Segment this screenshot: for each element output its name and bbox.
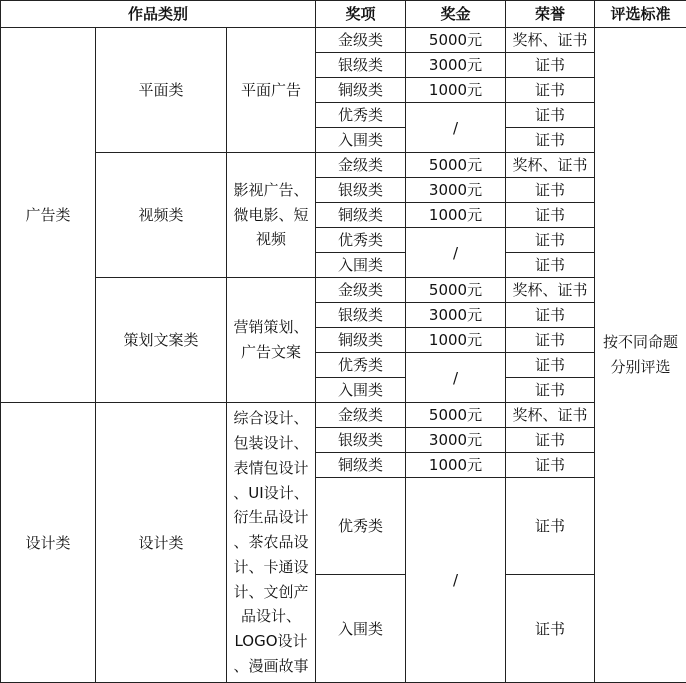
- criteria-cell: 按不同命题 分别评选: [595, 28, 686, 683]
- honor-cell: 证书: [506, 228, 595, 253]
- award-cell: 铜级类: [316, 453, 406, 478]
- honor-cell: 证书: [506, 203, 595, 228]
- sub-flat-label: 平面类: [96, 28, 227, 153]
- table-row: [1, 28, 686, 53]
- honor-cell: 证书: [506, 478, 595, 575]
- prize-cell: /: [406, 103, 506, 153]
- honor-cell: 证书: [506, 103, 595, 128]
- table-row: [1, 153, 686, 178]
- header-prize: 奖金: [406, 1, 506, 28]
- honor-cell: 证书: [506, 253, 595, 278]
- honor-cell: 证书: [506, 378, 595, 403]
- honor-cell: 证书: [506, 575, 595, 683]
- award-cell: 铜级类: [316, 203, 406, 228]
- award-cell: 入围类: [316, 128, 406, 153]
- group-design-label: 设计类: [1, 403, 96, 683]
- prize-cell: 3000元: [406, 428, 506, 453]
- prize-cell: 1000元: [406, 453, 506, 478]
- sub-plan-label: 策划文案类: [96, 278, 227, 403]
- honor-cell: 证书: [506, 53, 595, 78]
- honor-cell: 证书: [506, 353, 595, 378]
- sub-design-label: 设计类: [96, 403, 227, 683]
- honor-cell: 奖杯、证书: [506, 28, 595, 53]
- sub-plan-detail: 营销策划、 广告文案: [227, 278, 316, 403]
- table-row: [1, 403, 686, 428]
- award-cell: 铜级类: [316, 328, 406, 353]
- table-row: [1, 278, 686, 303]
- award-cell: 优秀类: [316, 353, 406, 378]
- award-cell: 优秀类: [316, 228, 406, 253]
- award-cell: 入围类: [316, 378, 406, 403]
- honor-cell: 证书: [506, 453, 595, 478]
- honor-cell: 奖杯、证书: [506, 403, 595, 428]
- award-cell: 银级类: [316, 303, 406, 328]
- prize-cell: /: [406, 228, 506, 278]
- prize-cell: 3000元: [406, 303, 506, 328]
- header-award: 奖项: [316, 1, 406, 28]
- prize-cell: 5000元: [406, 28, 506, 53]
- honor-cell: 证书: [506, 78, 595, 103]
- sub-video-detail: 影视广告、 微电影、短 视频: [227, 153, 316, 278]
- award-cell: 金级类: [316, 153, 406, 178]
- sub-flat-detail: 平面广告: [227, 28, 316, 153]
- award-cell: 优秀类: [316, 103, 406, 128]
- honor-cell: 奖杯、证书: [506, 278, 595, 303]
- award-cell: 银级类: [316, 53, 406, 78]
- prize-cell: 5000元: [406, 278, 506, 303]
- honor-cell: 证书: [506, 328, 595, 353]
- prize-cell: 3000元: [406, 178, 506, 203]
- award-cell: 金级类: [316, 28, 406, 53]
- honor-cell: 证书: [506, 303, 595, 328]
- honor-cell: 证书: [506, 128, 595, 153]
- award-cell: 入围类: [316, 253, 406, 278]
- prize-cell: /: [406, 353, 506, 403]
- header-row: [1, 1, 686, 28]
- group-ad-label: 广告类: [1, 28, 96, 403]
- honor-cell: 证书: [506, 428, 595, 453]
- prize-cell: 1000元: [406, 203, 506, 228]
- award-cell: 金级类: [316, 278, 406, 303]
- award-cell: 银级类: [316, 428, 406, 453]
- prize-cell: 1000元: [406, 328, 506, 353]
- honor-cell: 证书: [506, 178, 595, 203]
- prize-cell: 5000元: [406, 153, 506, 178]
- sub-design-detail: 综合设计、 包装设计、 表情包设计 、UI设计、 衍生品设计 、茶农品设 计、卡通设 计、文创产 品设计、 LOGO设计 、漫画故事: [227, 403, 316, 683]
- header-honor: 荣誉: [506, 1, 595, 28]
- award-cell: 银级类: [316, 178, 406, 203]
- header-category: 作品类别: [1, 1, 316, 28]
- header-criteria: 评选标准: [595, 1, 686, 28]
- award-cell: 入围类: [316, 575, 406, 683]
- prize-cell: 1000元: [406, 78, 506, 103]
- award-cell: 铜级类: [316, 78, 406, 103]
- prize-cell: /: [406, 478, 506, 683]
- prize-cell: 3000元: [406, 53, 506, 78]
- sub-video-label: 视频类: [96, 153, 227, 278]
- award-cell: 优秀类: [316, 478, 406, 575]
- award-cell: 金级类: [316, 403, 406, 428]
- prize-cell: 5000元: [406, 403, 506, 428]
- honor-cell: 奖杯、证书: [506, 153, 595, 178]
